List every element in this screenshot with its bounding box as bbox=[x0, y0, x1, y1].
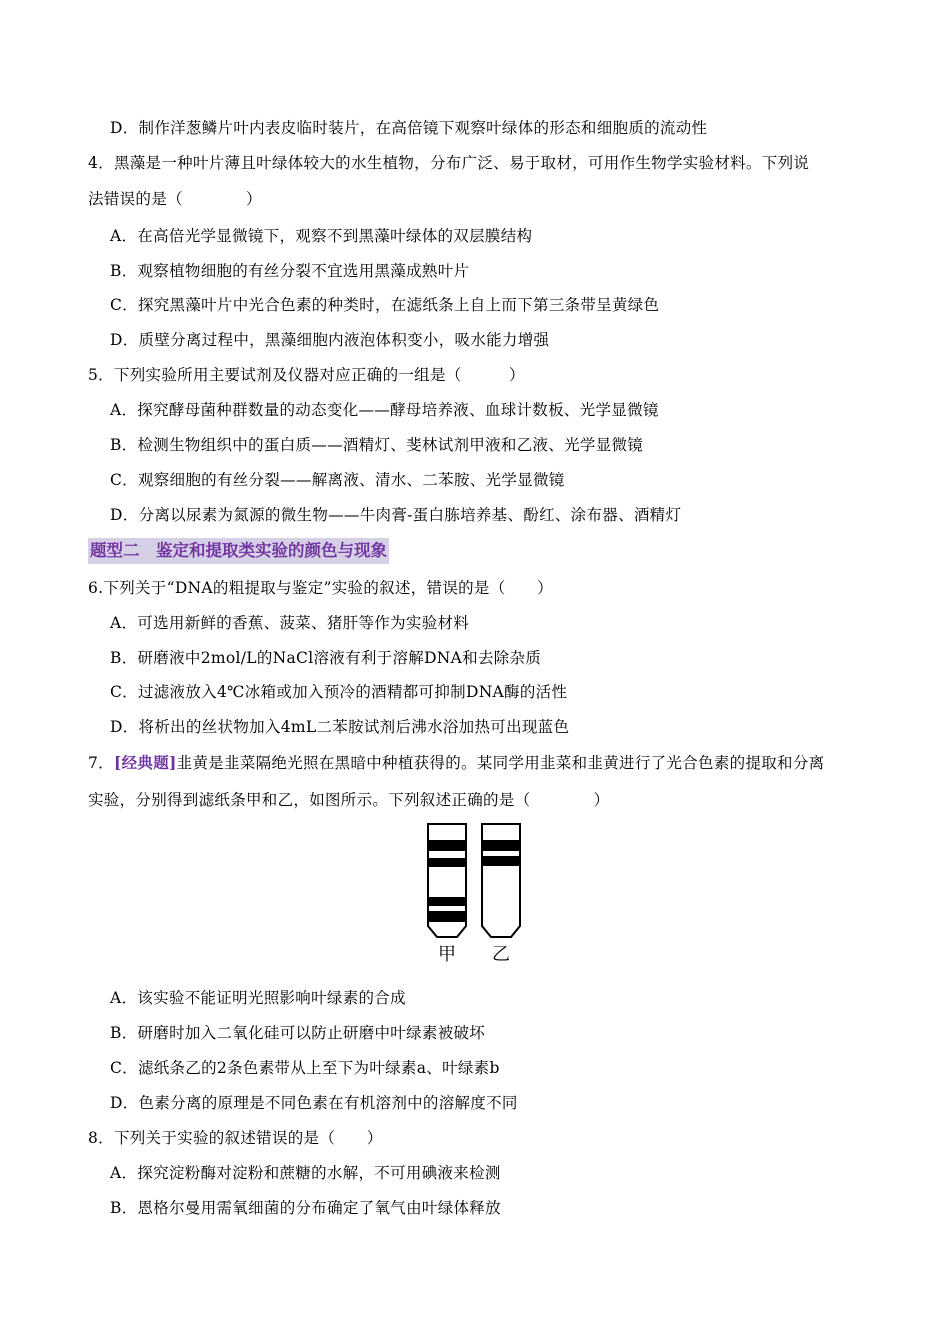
q6-option-b: B．研磨液中2mol/L的NaCl溶液有利于溶解DNA和去除杂质 bbox=[110, 649, 542, 667]
strip-label-yi: 乙 bbox=[492, 944, 510, 965]
q7-stem bbox=[88, 751, 824, 775]
q4-stem: 4．黑藻是一种叶片薄且叶绿体较大的水生植物，分布广泛、易于取材，可用作生物学实验材料。下列说 bbox=[88, 154, 810, 172]
q6-option-c: C．过滤液放入4℃冰箱或加入预冷的酒精都可抑制DNA酶的活性 bbox=[110, 683, 568, 701]
q8-stem: 8．下列关于实验的叙述错误的是（ ） bbox=[88, 1129, 383, 1147]
pigment-band bbox=[482, 856, 520, 866]
q5-option-c: C．观察细胞的有丝分裂——解离液、清水、二苯胺、光学显微镜 bbox=[110, 471, 565, 489]
q7-text: 韭黄是韭菜隔绝光照在黑暗中种植获得的。某同学用韭菜和韭黄进行了光合色素的提取和分离 bbox=[176, 754, 825, 772]
pigment-band bbox=[482, 840, 520, 851]
pigment-band bbox=[428, 911, 466, 922]
strip-label-jia: 甲 bbox=[438, 944, 456, 965]
q4-option-b: B．观察植物细胞的有丝分裂不宜选用黑藻成熟叶片 bbox=[110, 262, 470, 280]
pigment-band bbox=[428, 840, 466, 851]
chromatography-strips-figure bbox=[420, 822, 530, 972]
q5-option-d: D．分离以尿素为氮源的微生物——牛肉膏-蛋白胨培养基、酚红、涂布器、酒精灯 bbox=[110, 506, 682, 524]
q3-option-d: D．制作洋葱鳞片叶内表皮临时装片，在高倍镜下观察叶绿体的形态和细胞质的流动性 bbox=[110, 119, 708, 137]
classic-question-tag: [经典题] bbox=[113, 753, 177, 772]
q4-option-a: A．在高倍光学显微镜下，观察不到黑藻叶绿体的双层膜结构 bbox=[110, 227, 533, 245]
q7-option-d: D．色素分离的原理是不同色素在有机溶剂中的溶解度不同 bbox=[110, 1094, 518, 1112]
q8-option-b: B．恩格尔曼用需氧细菌的分布确定了氧气由叶绿体释放 bbox=[110, 1199, 501, 1217]
strip-yi bbox=[482, 824, 520, 937]
section-heading: 题型二 鉴定和提取类实验的颜色与现象 bbox=[88, 538, 389, 564]
q8-option-a: A．探究淀粉酶对淀粉和蔗糖的水解，不可用碘液来检测 bbox=[110, 1164, 501, 1182]
q7-option-b: B．研磨时加入二氧化硅可以防止研磨中叶绿素被破坏 bbox=[110, 1024, 486, 1042]
q4-stem-cont: 法错误的是（ ） bbox=[88, 190, 262, 208]
q5-stem: 5．下列实验所用主要试剂及仪器对应正确的一组是（ ） bbox=[88, 366, 525, 384]
strip-jia bbox=[428, 824, 466, 937]
q7-number: 7． bbox=[88, 754, 114, 772]
q4-option-d: D．质壁分离过程中，黑藻细胞内液泡体积变小，吸水能力增强 bbox=[110, 331, 550, 349]
q5-option-a: A．探究酵母菌种群数量的动态变化——酵母培养液、血球计数板、光学显微镜 bbox=[110, 401, 659, 419]
q6-option-a: A．可选用新鲜的香蕉、菠菜、猪肝等作为实验材料 bbox=[110, 614, 470, 632]
q7-option-a: A．该实验不能证明光照影响叶绿素的合成 bbox=[110, 989, 406, 1007]
q5-option-b: B．检测生物组织中的蛋白质——酒精灯、斐林试剂甲液和乙液、光学显微镜 bbox=[110, 436, 644, 454]
q7-option-c: C．滤纸条乙的2条色素带从上至下为叶绿素a、叶绿素b bbox=[110, 1059, 500, 1077]
q7-stem-cont: 实验，分别得到滤纸条甲和乙，如图所示。下列叙述正确的是（ ） bbox=[88, 791, 610, 809]
pigment-band bbox=[428, 858, 466, 867]
q4-option-c: C．探究黑藻叶片中光合色素的种类时，在滤纸条上自上而下第三条带呈黄绿色 bbox=[110, 296, 660, 314]
pigment-band bbox=[428, 897, 466, 906]
q6-stem: 6.下列关于“DNA的粗提取与鉴定”实验的叙述，错误的是（ ） bbox=[88, 579, 553, 597]
q6-option-d: D．将析出的丝状物加入4mL二苯胺试剂后沸水浴加热可出现蓝色 bbox=[110, 718, 570, 736]
